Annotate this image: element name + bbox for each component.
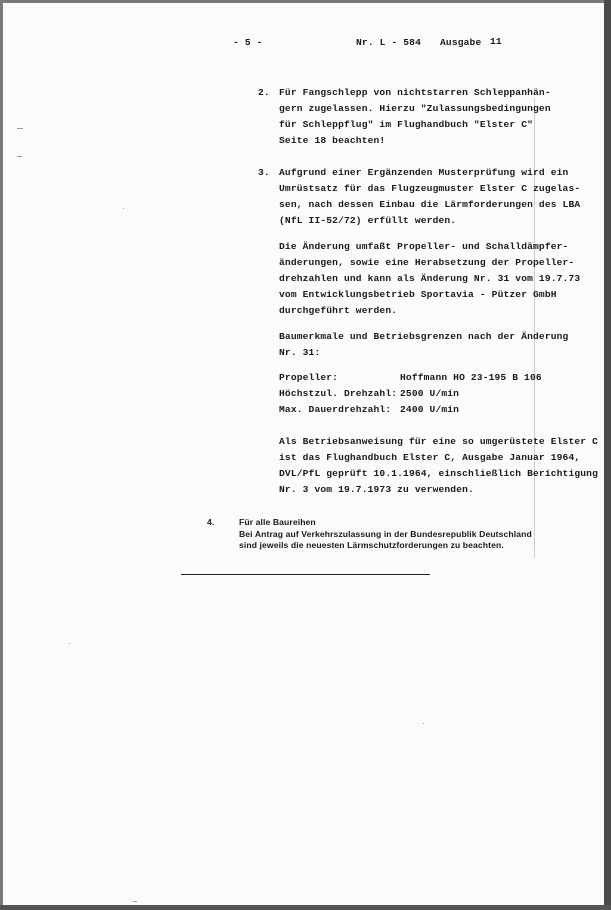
scan-speck <box>423 723 424 724</box>
spec-value: 2500 U/min <box>400 388 460 399</box>
text-line: für Schleppflug" im Flughandbuch "Elster C" <box>279 119 534 130</box>
text-line: DVL/PfL geprüft 10.1.1964, einschließlich Berichtigung <box>279 468 598 479</box>
text-line: sen, nach dessen Einbau die Lärmforderungen des LBA <box>279 199 581 210</box>
scan-speck <box>17 128 23 129</box>
text-line: ist das Flughandbuch Elster C, Ausgabe Januar 1964, <box>279 452 581 463</box>
text-line: Die Änderung umfaßt Propeller- und Schalldämpfer- <box>279 241 569 252</box>
text-line: Seite 18 beachten! <box>279 135 386 146</box>
edition-number: 11 <box>490 36 502 47</box>
item-2-number: 2. <box>258 87 270 98</box>
scan-edge-bottom <box>0 905 611 910</box>
text-line: vom Entwicklungsbetrieb Sportavia - Pützer GmbH <box>279 289 557 300</box>
text-line: änderungen, sowie eine Herabsetzung der Propeller- <box>279 257 575 268</box>
text-line: Aufgrund einer Ergänzenden Musterprüfung wird ein <box>279 167 569 178</box>
closing-rule <box>181 574 430 575</box>
scan-speck <box>69 643 70 644</box>
spec-label: Propeller: <box>279 372 339 383</box>
page-number: - 5 - <box>233 37 263 48</box>
scan-speck <box>133 901 137 902</box>
scan-speck <box>17 156 22 157</box>
text-line: sind jeweils die neuesten Lärmschutzforderungen zu beachten. <box>239 540 504 550</box>
spec-label: Höchstzul. Drehzahl: <box>279 388 398 399</box>
text-line: Nr. 31: <box>279 347 321 358</box>
text-line: gern zugelassen. Hierzu "Zulassungsbedingungen <box>279 103 551 114</box>
scan-edge-right <box>604 0 611 910</box>
document-page <box>3 3 604 905</box>
text-line: Baumerkmale und Betriebsgrenzen nach der Änderung <box>279 331 569 342</box>
text-line: Für Fangschlepp von nichtstarren Schleppanhän- <box>279 87 551 98</box>
text-line: Als Betriebsanweisung für eine so umgerüstete Elster C <box>279 436 598 447</box>
text-line: Nr. 3 vom 19.7.1973 zu verwenden. <box>279 484 474 495</box>
text-line: (NfL II-52/72) erfüllt werden. <box>279 215 457 226</box>
edition-label: Ausgabe <box>440 37 482 48</box>
item-3-number: 3. <box>258 167 270 178</box>
spec-label: Max. Dauerdrehzahl: <box>279 404 392 415</box>
item-4-number: 4. <box>207 517 215 527</box>
text-line: Bei Antrag auf Verkehrszulassung in der Bundesrepublik Deutschland <box>239 529 532 539</box>
spec-value: Hoffmann HO 23-195 B 106 <box>400 372 542 383</box>
spec-value: 2400 U/min <box>400 404 460 415</box>
item-4-title: Für alle Baureihen <box>239 517 316 527</box>
text-line: drehzahlen und kann als Änderung Nr. 31 vom 19.7.73 <box>279 273 581 284</box>
text-line: durchgeführt werden. <box>279 305 398 316</box>
document-reference: Nr. L - 584 <box>356 37 421 48</box>
scan-speck <box>123 208 124 209</box>
text-line: Umrüstsatz für das Flugzeugmuster Elster C zugelas- <box>279 183 581 194</box>
